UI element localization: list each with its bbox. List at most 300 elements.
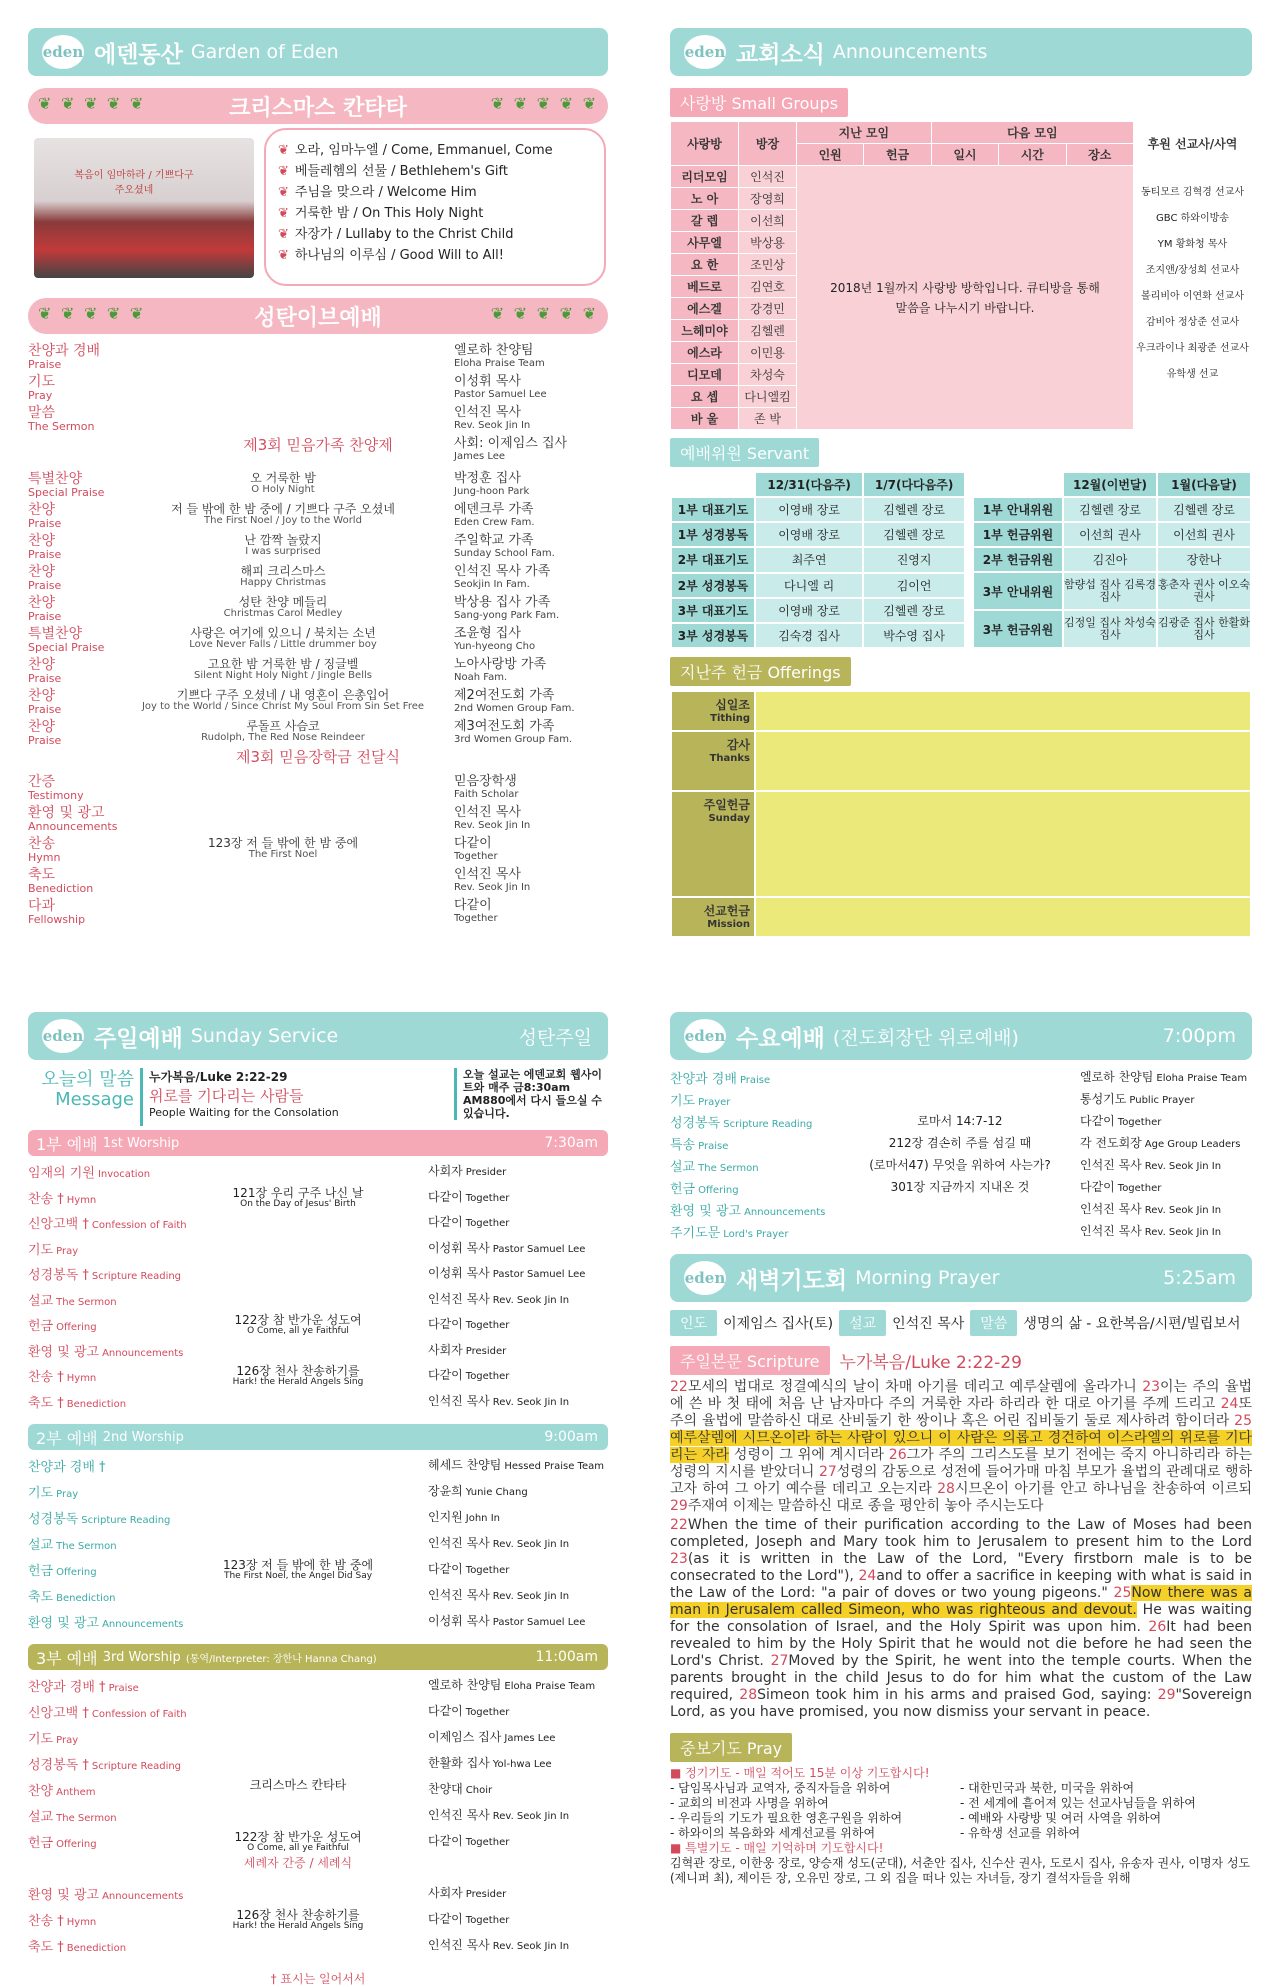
worship-item-ko: 찬송 † <box>28 1914 64 1929</box>
wed-time: 7:00pm <box>1162 1025 1236 1047</box>
worship-item-ko: 찬양과 경배 † <box>28 1680 106 1695</box>
wed-item-ko: 주기도문 <box>670 1226 721 1241</box>
sv-right-head: 12월(이번달) <box>1063 472 1157 497</box>
offerings-table <box>670 690 1252 938</box>
sg-head-group: 사랑방 <box>671 122 739 166</box>
program-row <box>28 627 608 657</box>
program-performer-en: 2nd Women Group Fam. <box>454 703 575 714</box>
sg-leader: 다니엘킴 <box>739 386 797 408</box>
program-label-ko: 환영 및 광고 <box>28 805 105 821</box>
worship-row <box>28 1185 608 1210</box>
program-performer <box>454 689 575 715</box>
prayer-item: - 전 세계에 흩어져 있는 선교사님들을 위하여 <box>960 1796 1196 1810</box>
wed-item-ko: 성경봉독 <box>670 1116 721 1131</box>
cantata-title: 크리스마스 칸타타 <box>229 95 407 121</box>
scholarship-title: 제3회 믿음장학금 전달식 <box>236 748 400 766</box>
verse-text: 이는 주의 율법에 쓴 바 첫 태에 처음 난 남자마다 주의 거룩한 자라 하리라 한 대로 아기를 주께 드리고 <box>670 1379 1252 1412</box>
table-row <box>973 497 1251 522</box>
worship-item <box>28 1213 187 1232</box>
verse-number: 26 <box>1148 1619 1167 1635</box>
worship-leader <box>428 1482 528 1499</box>
worship-item <box>28 1728 78 1747</box>
cantata-item <box>278 203 592 224</box>
worship-item-en: Benediction <box>66 1398 127 1410</box>
program-piece-en: Christmas Carol Medley <box>223 608 343 619</box>
dawn-word-label: 말씀 <box>970 1310 1017 1336</box>
worship-leader-en: Together <box>465 1837 510 1848</box>
worship-hymn <box>158 1910 438 1932</box>
servant-name: 김숙경 집사 <box>755 623 863 648</box>
worship1-list <box>28 1162 608 1418</box>
program-performer-ko: 제2여전도회 가족 <box>454 688 555 703</box>
worship-item-en: Hymn <box>66 1373 97 1384</box>
program-label <box>28 472 104 500</box>
program-piece <box>118 596 448 620</box>
verse-number: 26 <box>888 1447 907 1463</box>
worship-row <box>28 1858 608 1880</box>
program-piece-en: Rudolph, The Red Nose Reindeer <box>201 732 365 743</box>
worship-leader <box>428 1806 569 1823</box>
sg-group: 노 아 <box>671 188 739 210</box>
verse-text: When the time of their purification according to the Law of Moses had been completed, Joseph and Mary took him to Jerusalem to present him to the Lord <box>670 1517 1252 1550</box>
wed-item-en: Praise <box>698 1141 729 1152</box>
worship3-title: 3부 예배 <box>36 1648 98 1668</box>
worship-item-ko: 찬양과 경배 † <box>28 1460 106 1475</box>
worship-row <box>28 1586 608 1608</box>
worship-leader <box>428 1586 569 1603</box>
program-label-ko: 간증 <box>28 774 56 790</box>
table-row <box>671 573 965 598</box>
worship-leader-ko: 다같이 <box>428 1215 463 1229</box>
sg-head-next: 다음 모임 <box>931 122 1133 144</box>
mission-item: GBC 하와이방송 <box>1156 213 1229 224</box>
worship-leader <box>428 1341 506 1358</box>
worship-item-ko: 기도 <box>28 1486 54 1501</box>
sg-head-last: 지난 모임 <box>797 122 932 144</box>
scripture-english <box>670 1517 1252 1721</box>
sg-sub-time: 시간 <box>999 144 1066 166</box>
program-label-ko: 찬양 <box>28 657 56 673</box>
servant-role: 3부 헌금위원 <box>973 610 1063 648</box>
cantata-photo <box>34 138 254 278</box>
mission-item: 조지앤/장성희 선교사 <box>1145 265 1240 276</box>
program-label-ko: 말씀 <box>28 405 56 421</box>
cantata-item-text: 자장가 / Lullaby to the Christ Child <box>294 227 514 242</box>
table-row <box>973 572 1251 610</box>
worship-hymn <box>158 1832 438 1854</box>
program-row <box>28 406 608 436</box>
tulip-icon: ❦ <box>278 227 289 242</box>
program-performer-en: Eden Crew Fam. <box>454 517 535 528</box>
program-performer <box>454 596 559 622</box>
wed-leader-ko: 엘로하 찬양팀 <box>1080 1070 1154 1084</box>
prayer-item: - 교회의 비전과 사명을 위하여 <box>670 1796 829 1810</box>
table-row <box>671 897 1251 937</box>
wed-leader-ko: 다같이 <box>1080 1180 1115 1194</box>
servant-name: 김헬렌 장로 <box>863 522 965 547</box>
worship-item-ko: 설교 <box>28 1538 54 1553</box>
announcements-panel <box>670 28 1252 938</box>
message-title: 위로를 기다리는 사람들 <box>149 1087 304 1105</box>
worship-leader-ko: 이성휘 목사 <box>428 1614 490 1628</box>
worship2-title: 2부 예배 <box>36 1428 98 1448</box>
message-verse: 누가복음/Luke 2:22-29 <box>149 1070 288 1084</box>
program-piece-ko: 오 거룩한 밤 <box>250 471 316 485</box>
worship-leader-en: Rev. Seok Jin In <box>492 1811 570 1822</box>
worship2-time: 9:00am <box>544 1429 598 1445</box>
servant-role: 1부 안내위원 <box>973 497 1063 522</box>
worship-row <box>28 1702 608 1724</box>
program-label <box>28 868 93 896</box>
highlighted-verse: 예루살렘에 시므온이라 하는 사람이 있으니 이 사람은 의롭고 경건하여 이스라엘의 위로를 기다리는 자라 <box>670 1430 1252 1463</box>
sg-group: 갈 렙 <box>671 210 739 232</box>
program-label-ko: 찬양과 경배 <box>28 343 101 359</box>
wed-leader-ko: 다같이 <box>1080 1114 1115 1128</box>
worship-hymn <box>158 1560 438 1582</box>
wed-row <box>670 1222 1252 1244</box>
wed-leader <box>1080 1178 1161 1195</box>
program-row <box>28 565 608 595</box>
worship-hymn <box>158 1315 438 1337</box>
wed-item-en: Praise <box>739 1075 771 1086</box>
holly-left-icon: ❦ ❦ ❦ ❦ ❦ <box>38 304 146 323</box>
wed-item-en: Lord's Prayer <box>723 1229 789 1240</box>
wed-title: 수요예배 <box>736 1025 825 1052</box>
cantata-item <box>278 224 592 245</box>
program-label-ko: 특별찬양 <box>28 471 83 487</box>
mission-item: 동티모르 김혁경 선교사 <box>1141 187 1244 198</box>
program-performer-en: Faith Scholar <box>454 789 519 800</box>
wed-item-en: Scripture Reading <box>723 1119 813 1130</box>
sg-leader: 박상용 <box>739 232 797 254</box>
servant-name: 김정일 집사 차성숙 집사 <box>1063 610 1157 648</box>
wed-item-ko: 특송 <box>670 1138 696 1153</box>
worship-leader-en: Pastor Samuel Lee <box>492 1617 586 1628</box>
eden-title: 에덴동산 <box>94 41 183 68</box>
offering-label <box>671 731 755 791</box>
sg-leader: 강경민 <box>739 298 797 320</box>
worship-hymn-ko: 122장 참 반가운 성도여 <box>234 1830 362 1844</box>
cantata-item <box>278 140 592 161</box>
table-row <box>973 522 1251 547</box>
mission-item: 유학생 선교 <box>1166 369 1219 380</box>
dawn-word: 생명의 삶 - 요한복음/시편/빌립보서 <box>1023 1316 1241 1332</box>
scripture-korean <box>670 1379 1252 1515</box>
worship-item-ko: 설교 <box>28 1810 54 1825</box>
wed-item-en: The Sermon <box>698 1163 759 1174</box>
program-piece-ko: 루돌프 사슴코 <box>246 719 320 733</box>
wed-row <box>670 1134 1252 1156</box>
program-piece-ko: 난 깜짝 놀랐지 <box>244 533 322 547</box>
program-row <box>28 775 608 805</box>
worship-leader <box>428 1188 509 1205</box>
worship3-bar <box>28 1644 608 1670</box>
worship-leader <box>428 1213 509 1230</box>
sermon-note: 오늘 설교는 에덴교회 웹사이트와 매주 금8:30am AM880에서 다시 들으실 수 있습니다. <box>454 1068 606 1120</box>
worship-leader-ko: 이제임스 집사 <box>428 1730 502 1744</box>
worship-leader-en: Together <box>465 1707 510 1718</box>
worship-leader-ko: 엘로하 찬양팀 <box>428 1678 502 1692</box>
sg-group: 에스겔 <box>671 298 739 320</box>
worship-item-en: Announcements <box>102 1891 184 1902</box>
worship-hymn-en: On the Day of Jesus' Birth <box>240 1198 356 1209</box>
program-performer <box>454 534 555 560</box>
wed-row <box>670 1112 1252 1134</box>
servant-role: 2부 대표기도 <box>671 547 755 572</box>
sg-group: 사무엘 <box>671 232 739 254</box>
worship-item <box>28 1702 187 1721</box>
verse-text: (as it is written in the Law of the Lord, "Every firstborn male is to be consecrated to the Lord"), <box>670 1551 1252 1584</box>
eden-logo-icon: eden <box>42 1019 84 1053</box>
sg-sub-date: 일시 <box>931 144 998 166</box>
program-label-en: The Sermon <box>28 420 95 433</box>
program-label-ko: 찬양 <box>28 533 56 549</box>
table-row <box>973 610 1251 648</box>
ann-title: 교회소식 <box>736 41 825 68</box>
program-performer-ko: 주일학교 가족 <box>454 533 534 548</box>
program-piece <box>118 837 448 861</box>
worship-leader-ko: 다같이 <box>428 1912 463 1926</box>
program-piece-ko: 고요한 밤 거룩한 밤 / 징글벨 <box>207 657 359 671</box>
program-piece-ko: 해피 크리스마스 <box>240 564 326 578</box>
worship-item-ko: 축도 † <box>28 1395 64 1411</box>
program-piece-en: The First Noel / Joy to the World <box>204 515 362 526</box>
program-performer-ko: 다같이 <box>454 898 492 913</box>
verse-text: 또 주의 율법에 말씀하신 대로 산비둘기 한 쌍이나 혹은 어린 집비둘기 둘로 제사하려 함이더라 <box>670 1396 1252 1429</box>
wed-list <box>670 1068 1252 1248</box>
program-row <box>28 658 608 688</box>
worship-item-ko: 찬송 † <box>28 1191 64 1207</box>
small-groups-table <box>670 121 1252 430</box>
worship-row <box>28 1884 608 1906</box>
wed-leader <box>1080 1134 1240 1151</box>
servant-name: 김광준 집사 한활화 집사 <box>1157 610 1251 648</box>
program-performer-ko: 믿음장학생 <box>454 774 517 789</box>
sg-group: 바 울 <box>671 408 739 430</box>
pray-section <box>670 1766 1252 1886</box>
worship-leader-en: Rev. Seok Jin In <box>492 1941 570 1952</box>
offering-value <box>755 691 1251 731</box>
servant-name: 김이언 <box>863 573 965 598</box>
program-performer-ko: 조윤형 집사 <box>454 626 521 641</box>
program-label-en: Hymn <box>28 851 61 864</box>
program-performer-ko: 제3여전도회 가족 <box>454 719 555 734</box>
wed-leader <box>1080 1090 1194 1107</box>
program-row <box>28 375 608 405</box>
message-box <box>28 1064 608 1130</box>
worship-leader <box>428 1676 595 1693</box>
wed-subtitle: (전도회장단 위로예배) <box>832 1026 1019 1049</box>
wed-leader-ko: 인석진 목사 <box>1080 1202 1142 1216</box>
cantata-item <box>278 161 592 182</box>
wed-leader-ko: 인석진 목사 <box>1080 1158 1142 1172</box>
program-label-ko: 기도 <box>28 374 56 390</box>
program-piece-ko: 저 들 밖에 한 밤 중에 / 기쁘다 구주 오셨네 <box>171 502 395 516</box>
program-piece-en: The First Noel <box>248 849 318 860</box>
worship-leader <box>428 1366 509 1383</box>
program-performer-ko: 박정훈 집사 <box>454 471 521 486</box>
worship-leader-ko: 다같이 <box>428 1834 463 1848</box>
table-row <box>671 691 1251 731</box>
verse-text: Moved by the Spirit, he went into the temple courts. When the parents brought in the child Jesus to do for him what the custom of the Law required, <box>670 1653 1252 1703</box>
worship-leader-ko: 헤세드 찬양팀 <box>428 1458 502 1472</box>
standing-footnote: † 표시는 일어서서 <box>270 1972 366 1986</box>
sunday-right: 성탄주일 <box>518 1026 592 1049</box>
worship-item-en: Pray <box>56 1489 79 1500</box>
program-label <box>28 837 60 865</box>
worship-hymn-ko: 122장 참 반가운 성도여 <box>234 1313 362 1327</box>
eden-logo-icon: eden <box>684 1019 726 1053</box>
sg-group: 요 한 <box>671 254 739 276</box>
highlighted-verse: Now there was a man in Jerusalem called Simeon, who was righteous and devout. <box>670 1585 1252 1618</box>
worship-row <box>28 1239 608 1261</box>
cantata-item <box>278 182 592 203</box>
worship-row <box>28 1508 608 1530</box>
sg-group: 느헤미야 <box>671 320 739 342</box>
worship-row <box>28 1780 608 1802</box>
wed-row <box>670 1200 1252 1222</box>
worship-leader <box>428 1936 569 1953</box>
worship-item-ko: 성경봉독 † <box>28 1268 89 1283</box>
prayer-item: - 우리들의 기도가 필요한 영혼구원을 위하여 <box>670 1811 903 1825</box>
prayer-item: - 담임목사님과 교역자, 중직자들을 위하여 <box>670 1781 891 1795</box>
program-performer-ko: 노아사랑방 가족 <box>454 657 547 672</box>
worship-leader <box>428 1832 509 1849</box>
worship-leader-en: Together <box>465 1565 510 1576</box>
wed-item <box>670 1068 770 1087</box>
verse-number: 28 <box>937 1481 955 1497</box>
servant-name: 김헬렌 장로 <box>863 598 965 623</box>
program-label <box>28 565 61 593</box>
program-label <box>28 720 61 748</box>
worship-leader-ko: 사회자 <box>428 1164 463 1178</box>
program-performer <box>454 837 498 863</box>
verse-text: Simeon took him in his arms and praised God, saying: <box>757 1687 1158 1703</box>
program-performer-ko: 이성휘 목사 <box>454 374 521 389</box>
worship-row <box>28 1832 608 1854</box>
wed-item <box>670 1090 730 1109</box>
program-label-en: Fellowship <box>28 913 86 926</box>
servant-right-table <box>972 471 1252 649</box>
worship-leader-ko: 인석진 목사 <box>428 1536 490 1550</box>
program-piece <box>118 565 448 589</box>
program-piece-en: Happy Christmas <box>240 577 326 588</box>
wed-item-ko: 헌금 <box>670 1182 696 1197</box>
program-performer-en: Rev. Seok Jin In <box>454 882 531 893</box>
wed-detail: 212장 겸손히 주를 섬길 때 <box>888 1136 1032 1150</box>
eve-title: 성탄이브예배 <box>254 305 382 331</box>
program-performer-ko: 엘로하 찬양팀 <box>454 343 534 358</box>
message-label-en: Message <box>55 1089 134 1110</box>
wed-leader-en: Public Prayer <box>1129 1095 1195 1106</box>
worship-hymn-ko: 크리스마스 칸타타 <box>249 1778 347 1792</box>
worship-leader-en: Presider <box>465 1889 507 1900</box>
eden-logo-icon: eden <box>684 35 726 69</box>
worship-leader-en: James Lee <box>504 1733 556 1744</box>
wed-item <box>670 1112 812 1131</box>
servant-name: 이영배 장로 <box>755 522 863 547</box>
worship-leader <box>428 1392 569 1409</box>
worship1-bar <box>28 1130 608 1156</box>
worship-item-en: Invocation <box>97 1169 151 1180</box>
verse-number: 23 <box>1142 1379 1161 1395</box>
tulip-icon: ❦ <box>278 185 289 200</box>
worship-item <box>28 1806 117 1825</box>
worship-item <box>28 1482 78 1501</box>
worship-hymn-ko: 세례자 간증 / 세례식 <box>243 1856 353 1870</box>
program-label <box>28 689 61 717</box>
sv-right-head: 1월(다음달) <box>1157 472 1251 497</box>
wed-item <box>670 1200 825 1219</box>
eden-subtitle: Garden of Eden <box>190 41 339 63</box>
worship-item <box>28 1534 117 1553</box>
prayer-item: - 대한민국과 북한, 미국을 위하여 <box>960 1781 1135 1795</box>
sunday-header <box>28 1012 608 1060</box>
sg-group: 베드로 <box>671 276 739 298</box>
wed-row <box>670 1178 1252 1200</box>
worship1-en: 1st Worship <box>102 1135 180 1151</box>
worship-leader <box>428 1239 585 1256</box>
servant-name: 이선희 권사 <box>1157 522 1251 547</box>
sunday-panel <box>28 1012 608 1987</box>
worship-leader-ko: 이성휘 목사 <box>428 1240 490 1255</box>
worship-leader <box>428 1560 509 1577</box>
worship-row <box>28 1612 608 1634</box>
program-piece <box>118 720 448 744</box>
worship3-en: 3rd Worship <box>102 1649 181 1665</box>
worship-item <box>28 1315 97 1334</box>
worship-item-en: Anthem <box>56 1787 96 1798</box>
servant-name: 김헬렌 장로 <box>1063 497 1157 522</box>
servant-name: 이영배 장로 <box>755 497 863 522</box>
program-performer-en: James Lee <box>454 451 506 462</box>
worship-item <box>28 1586 115 1605</box>
program-piece-ko: 123장 저 들 밖에 한 밤 중에 <box>207 836 359 850</box>
wed-item <box>670 1222 788 1241</box>
servant-left-table <box>670 471 966 649</box>
worship-leader <box>428 1162 506 1179</box>
worship-leader-en: Together <box>465 1320 510 1331</box>
worship-leader-ko: 다같이 <box>428 1317 463 1331</box>
worship-leader-en: John In <box>465 1513 500 1524</box>
program-performer-ko: 사회: 이제임스 집사 <box>454 436 568 451</box>
worship-item <box>28 1456 109 1475</box>
program-label-en: Announcements <box>28 820 118 833</box>
worship-item-en: Offering <box>56 1322 97 1333</box>
wed-leader-ko: 통성기도 <box>1080 1092 1127 1106</box>
program-performer-en: Pastor Samuel Lee <box>454 389 547 400</box>
scripture-ref: 누가복음/Luke 2:22-29 <box>839 1353 1022 1373</box>
offering-label-en: Tithing <box>710 713 750 724</box>
program-performer-ko: 인석진 목사 <box>454 405 521 420</box>
worship2-list <box>28 1456 608 1638</box>
servant-role: 2부 헌금위원 <box>973 547 1063 572</box>
wed-leader-en: Eloha Praise Team <box>1156 1073 1248 1084</box>
program-piece-ko: 기쁘다 구주 오셨네 / 내 영혼이 은총입어 <box>176 688 390 702</box>
program-performer <box>454 720 572 746</box>
sg-sub-people: 인원 <box>797 144 864 166</box>
worship-item-ko: 찬송 † <box>28 1370 64 1385</box>
servant-role: 1부 헌금위원 <box>973 522 1063 547</box>
message-label-ko: 오늘의 말씀 <box>41 1069 134 1090</box>
worship-leader <box>428 1315 509 1332</box>
worship-leader <box>428 1534 569 1551</box>
worship-item <box>28 1910 96 1929</box>
worship-hymn <box>158 1780 438 1791</box>
servant-name: 김진아 <box>1063 547 1157 572</box>
worship-item-ko: 축도 <box>28 1590 54 1605</box>
verse-text: 성령의 감동으로 성전에 들어가매 마침 부모가 율법의 관례대로 행하고자 하여 그 아기 예수를 데리고 오는지라 <box>670 1464 1252 1497</box>
